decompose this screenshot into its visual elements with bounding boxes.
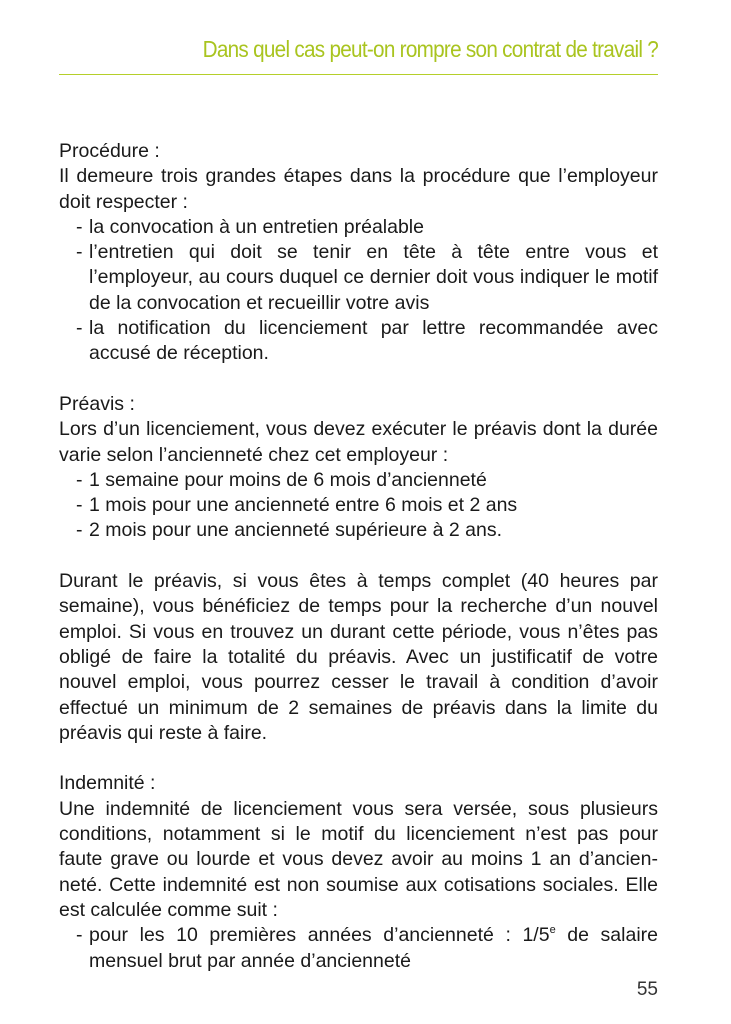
- section-indemnite: [59, 771, 658, 973]
- procedure-heading: Procédure :: [59, 140, 160, 162]
- page-content: [59, 139, 658, 999]
- page-number: 55: [636, 979, 658, 1000]
- list-item: - la convocation à un entretien préalable: [59, 215, 658, 240]
- list-item: [59, 923, 658, 974]
- preavis-paragraph: Durant le préavis, si vous êtes à temps complet (40 heures par semaine), vous bénéficiez de temps pour la recherche d’un nouvel emploi. Si vous en trouvez un durant cette période, vous n’êtes pas obligé de faire la totalité du préavis. Avec un justificatif de votre nouvel emploi, vous pourrez cesser le travail à condition d’avoir effectué un minimum de 2 semaines de préavis dans la limite du préavis qui reste à faire.: [59, 570, 658, 744]
- indemnite-list: [59, 923, 658, 974]
- page-header: [59, 34, 658, 75]
- preavis-list: [59, 468, 658, 544]
- list-item: - 1 mois pour une ancienneté entre 6 mois et 2 ans: [59, 493, 658, 518]
- procedure-intro: Il demeure trois grandes étapes dans la procédure que l’employeur doit respecter :: [59, 165, 658, 213]
- list-item: - 2 mois pour une ancienneté supérieure à 2 ans.: [59, 518, 658, 543]
- superscript: e: [549, 924, 556, 937]
- list-item: - l’entretien qui doit se tenir en tête à tête entre vous et l’employeur, au cours duquel ce dernier doit vous indiquer le motif de la convocation et recueillir votre avis: [59, 240, 658, 316]
- indemnite-item-text: pour les 10 premières années d’ancienneté : 1/5: [89, 924, 550, 947]
- list-item: - 1 semaine pour moins de 6 mois d’ancienneté: [59, 468, 658, 493]
- indemnite-item-text-end: de salaire mensuel brut par année d’ancienneté: [89, 924, 658, 972]
- header-title: Dans quel cas peut-on rompre son contrat de travail ?: [202, 36, 658, 62]
- preavis-intro: Lors d’un licenciement, vous devez exécuter le préavis dont la durée varie selon l’ancienneté chez cet employeur :: [59, 418, 658, 466]
- section-procedure: [59, 139, 658, 367]
- section-preavis-details: [59, 569, 658, 746]
- list-item: - la notification du licenciement par lettre recommandée avec accusé de réception.: [59, 316, 658, 367]
- section-preavis: [59, 392, 658, 544]
- preavis-heading: Préavis :: [59, 392, 135, 415]
- indemnite-intro: Une indemnité de licenciement vous sera versée, sous plusieurs conditions, notamment si le motif du licenciement n’est pas pour faute grave ou lourde et vous devez avoir au moins 1 an d’ancienneté. Cette indemnité est non soumise aux cotisations sociales. Elle est calculée comme suit :: [59, 797, 658, 921]
- indemnite-heading: Indemnité :: [59, 772, 156, 795]
- procedure-list: [59, 215, 658, 367]
